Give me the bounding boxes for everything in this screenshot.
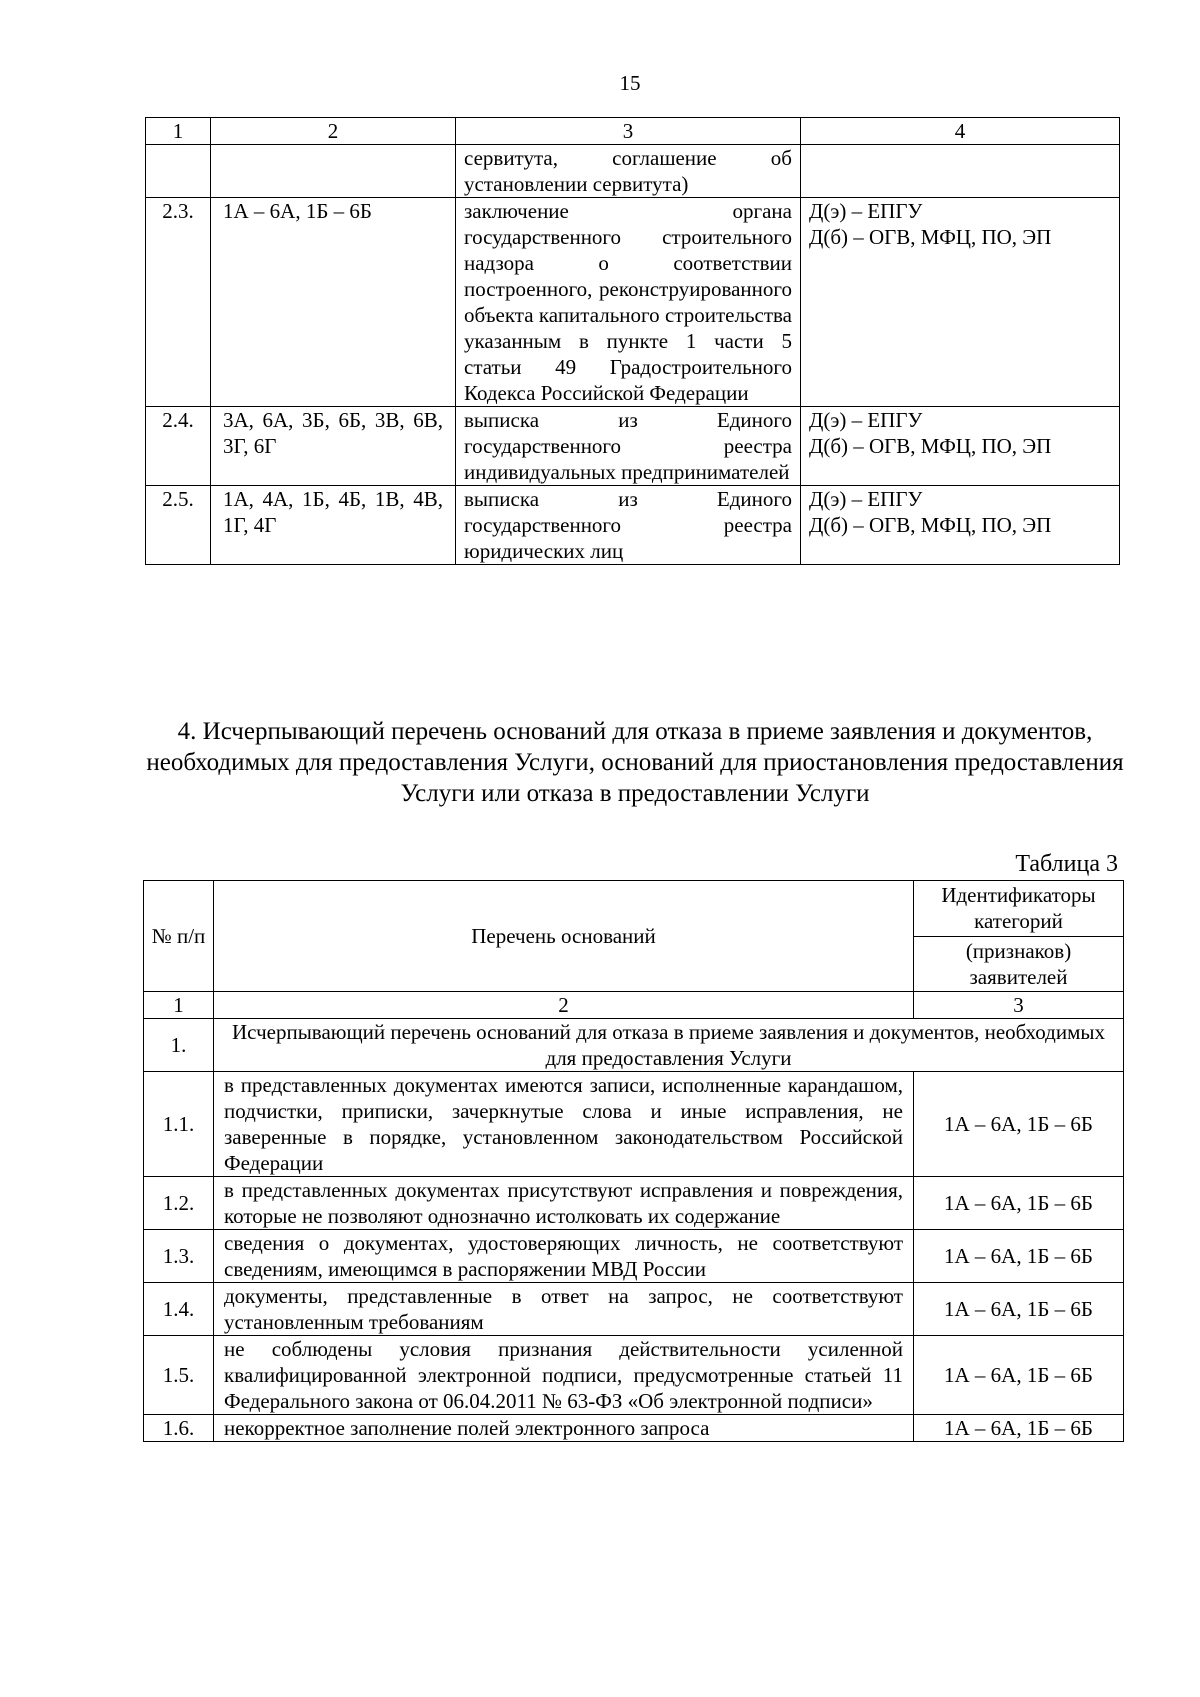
document-sources <box>801 198 1120 407</box>
refusal-reason: сведения о документах, удостоверяющих личность, не соответствуют сведениям, имеющимся в распоряжении МВД России <box>214 1230 914 1283</box>
refusal-reason: некорректное заполнение полей электронного запроса <box>214 1415 914 1442</box>
page-number: 15 <box>619 71 641 95</box>
column-number: 2 <box>214 992 914 1019</box>
applicant-identifiers: 1А – 6А, 1Б – 6Б <box>914 1415 1124 1442</box>
row-number: 1.5. <box>144 1336 214 1415</box>
row-number: 1.3. <box>144 1230 214 1283</box>
table-row <box>146 486 1120 565</box>
table-row <box>146 407 1120 486</box>
header-identifiers-sub: (признаков) заявителей <box>914 936 1124 992</box>
document-name: заключение органа государственного строительного надзора о соответствии построенного, реконструированного объекта капитального строительства указанным в пункте 1 части 5 статьи 49 Градостроительного Кодекса Российской Федерации <box>456 198 801 407</box>
table-row <box>146 198 1120 407</box>
table-row <box>144 1230 1124 1283</box>
refusal-reason: в представленных документах присутствуют исправления и повреждения, которые не позволяют однозначно истолковать их содержание <box>214 1177 914 1230</box>
row-number <box>146 145 211 198</box>
column-number: 1 <box>146 118 211 145</box>
column-number: 2 <box>211 118 456 145</box>
table-row <box>144 1177 1124 1230</box>
table-row <box>144 1072 1124 1177</box>
document-sources <box>801 486 1120 565</box>
refusal-reason: в представленных документах имеются записи, исполненные карандашом, подчистки, приписки, зачеркнутые слова и иные исправления, не заверенные в порядке, установленном законодательством Российской Федерации <box>214 1072 914 1177</box>
row-number: 1.6. <box>144 1415 214 1442</box>
source-electronic: Д(э) – ЕПГУ <box>809 487 923 511</box>
section-heading: 4. Исчерпывающий перечень оснований для отказа в приеме заявления и документов, необходимых для предоставления Услуги, оснований для приостановления предоставления Услуги или отказа в предоставлении Услуги <box>146 718 1124 807</box>
group-number: 1. <box>144 1019 214 1072</box>
header-reasons: Перечень оснований <box>214 881 914 992</box>
table-row <box>144 1283 1124 1336</box>
group-row <box>144 1019 1124 1072</box>
source-paper: Д(б) – ОГВ, МФЦ, ПО, ЭП <box>809 434 1052 458</box>
table-header-row <box>144 881 1124 937</box>
table-row <box>146 145 1120 198</box>
table-row <box>144 1415 1124 1442</box>
source-paper: Д(б) – ОГВ, МФЦ, ПО, ЭП <box>809 225 1052 249</box>
applicant-identifiers: 1А – 6А, 1Б – 6Б <box>914 1230 1124 1283</box>
row-number: 2.5. <box>146 486 211 565</box>
column-number: 3 <box>914 992 1124 1019</box>
row-number: 1.2. <box>144 1177 214 1230</box>
source-electronic: Д(э) – ЕПГУ <box>809 408 923 432</box>
table-header-row <box>146 118 1120 145</box>
applicant-categories: 3А, 6А, 3Б, 6Б, 3В, 6В, 3Г, 6Г <box>211 407 456 486</box>
row-number: 2.4. <box>146 407 211 486</box>
applicant-identifiers: 1А – 6А, 1Б – 6Б <box>914 1336 1124 1415</box>
refusal-reason: документы, представленные в ответ на запрос, не соответствуют установленным требованиям <box>214 1283 914 1336</box>
source-paper: Д(б) – ОГВ, МФЦ, ПО, ЭП <box>809 513 1052 537</box>
source-electronic: Д(э) – ЕПГУ <box>809 199 923 223</box>
row-number: 2.3. <box>146 198 211 407</box>
row-number: 1.4. <box>144 1283 214 1336</box>
column-number: 1 <box>144 992 214 1019</box>
document-name: сервитута, соглашение об установлении сервитута) <box>456 145 801 198</box>
document-sources <box>801 145 1120 198</box>
applicant-categories <box>211 145 456 198</box>
column-number: 4 <box>801 118 1120 145</box>
table-caption: Таблица 3 <box>1015 851 1118 877</box>
applicant-categories: 1А – 6А, 1Б – 6Б <box>211 198 456 407</box>
column-number: 3 <box>456 118 801 145</box>
applicant-identifiers: 1А – 6А, 1Б – 6Б <box>914 1072 1124 1177</box>
document-sources <box>801 407 1120 486</box>
refusal-reason: не соблюдены условия признания действительности усиленной квалифицированной электронной подписи, предусмотренные статьей 11 Федерального закона от 06.04.2011 № 63-ФЗ «Об электронной подписи» <box>214 1336 914 1415</box>
document-name: выписка из Единого государственного реестра юридических лиц <box>456 486 801 565</box>
table-row <box>144 1336 1124 1415</box>
applicant-categories: 1А, 4А, 1Б, 4Б, 1В, 4В, 1Г, 4Г <box>211 486 456 565</box>
documents-table <box>145 117 1120 565</box>
group-title: Исчерпывающий перечень оснований для отказа в приеме заявления и документов, необходимых для предоставления Услуги <box>214 1019 1124 1072</box>
row-number: 1.1. <box>144 1072 214 1177</box>
refusal-grounds-table <box>143 880 1124 1442</box>
header-number: № п/п <box>144 881 214 992</box>
column-numbers-row <box>144 992 1124 1019</box>
applicant-identifiers: 1А – 6А, 1Б – 6Б <box>914 1283 1124 1336</box>
applicant-identifiers: 1А – 6А, 1Б – 6Б <box>914 1177 1124 1230</box>
header-identifiers: Идентификаторы категорий <box>914 881 1124 937</box>
document-name: выписка из Единого государственного реестра индивидуальных предпринимателей <box>456 407 801 486</box>
